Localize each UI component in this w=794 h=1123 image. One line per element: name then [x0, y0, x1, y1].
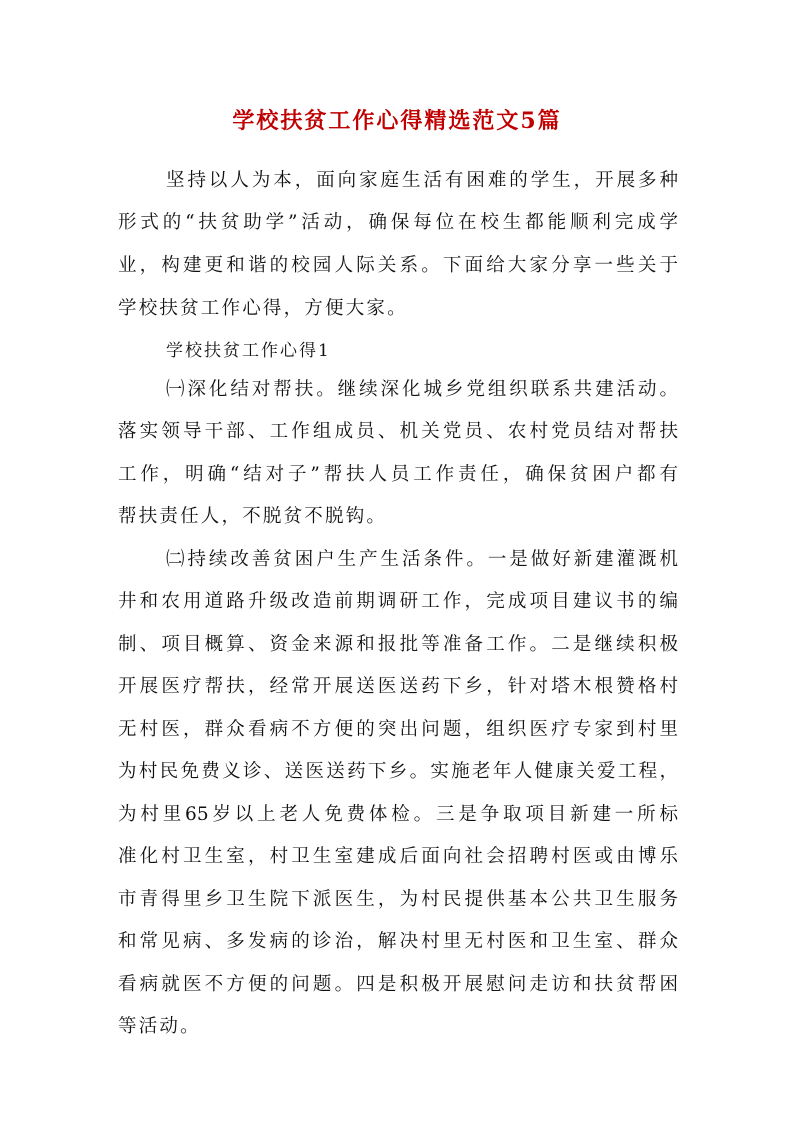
intro-line-2: 形式的“扶贫助学”活动，确保每位在校生都能顺利完成学 [118, 212, 678, 233]
intro-line-4: 学校扶贫工作心得，方便大家。 [118, 298, 408, 319]
para2-line-2: 井和农用道路升级改造前期调研工作，完成项目建议书的编 [118, 591, 678, 612]
para2-line-12: 等活动。 [118, 1016, 201, 1037]
para2-line-1: ㈡持续改善贫困户生产生活条件。一是做好新建灌溉机 [166, 549, 678, 570]
para1-line-1: ㈠深化结对帮扶。继续深化城乡党组织联系共建活动。 [166, 379, 678, 400]
intro-line-3: 业，构建更和谐的校园人际关系。下面给大家分享一些关于 [118, 255, 678, 276]
para2-line-10: 和常见病、多发病的诊治，解决村里无村医和卫生室、群众 [118, 931, 678, 952]
para1-line-4: 帮扶责任人，不脱贫不脱钩。 [118, 506, 388, 527]
para2-line-3: 制、项目概算、资金来源和报批等准备工作。二是继续积极 [118, 634, 678, 655]
para2-line-8: 准化村卫生室，村卫生室建成后面向社会招聘村医或由博乐 [118, 846, 678, 867]
para2-line-7: 为村里65岁以上老人免费体检。三是争取项目新建一所标 [118, 804, 678, 825]
para2-line-5: 无村医，群众看病不方便的突出问题，组织医疗专家到村里 [118, 719, 678, 740]
para2-line-6: 为村民免费义诊、送医送药下乡。实施老年人健康关爱工程， [118, 761, 678, 782]
intro-line-1: 坚持以人为本，面向家庭生活有困难的学生，开展多种 [166, 170, 678, 191]
para1-line-3: 工作，明确“结对子”帮扶人员工作责任，确保贫困户都有 [118, 464, 678, 485]
para2-line-4: 开展医疗帮扶，经常开展送医送药下乡，针对塔木根赞格村 [118, 676, 678, 697]
para2-line-11: 看病就医不方便的问题。四是积极开展慰问走访和扶贫帮困 [118, 974, 678, 995]
section-heading-1: 学校扶贫工作心得1 [166, 341, 331, 361]
para1-line-2: 落实领导干部、工作组成员、机关党员、农村党员结对帮扶 [118, 421, 678, 442]
para2-line-9: 市青得里乡卫生院下派医生，为村民提供基本公共卫生服务 [118, 889, 678, 910]
document-title: 学校扶贫工作心得精选范文5篇 [232, 108, 562, 134]
